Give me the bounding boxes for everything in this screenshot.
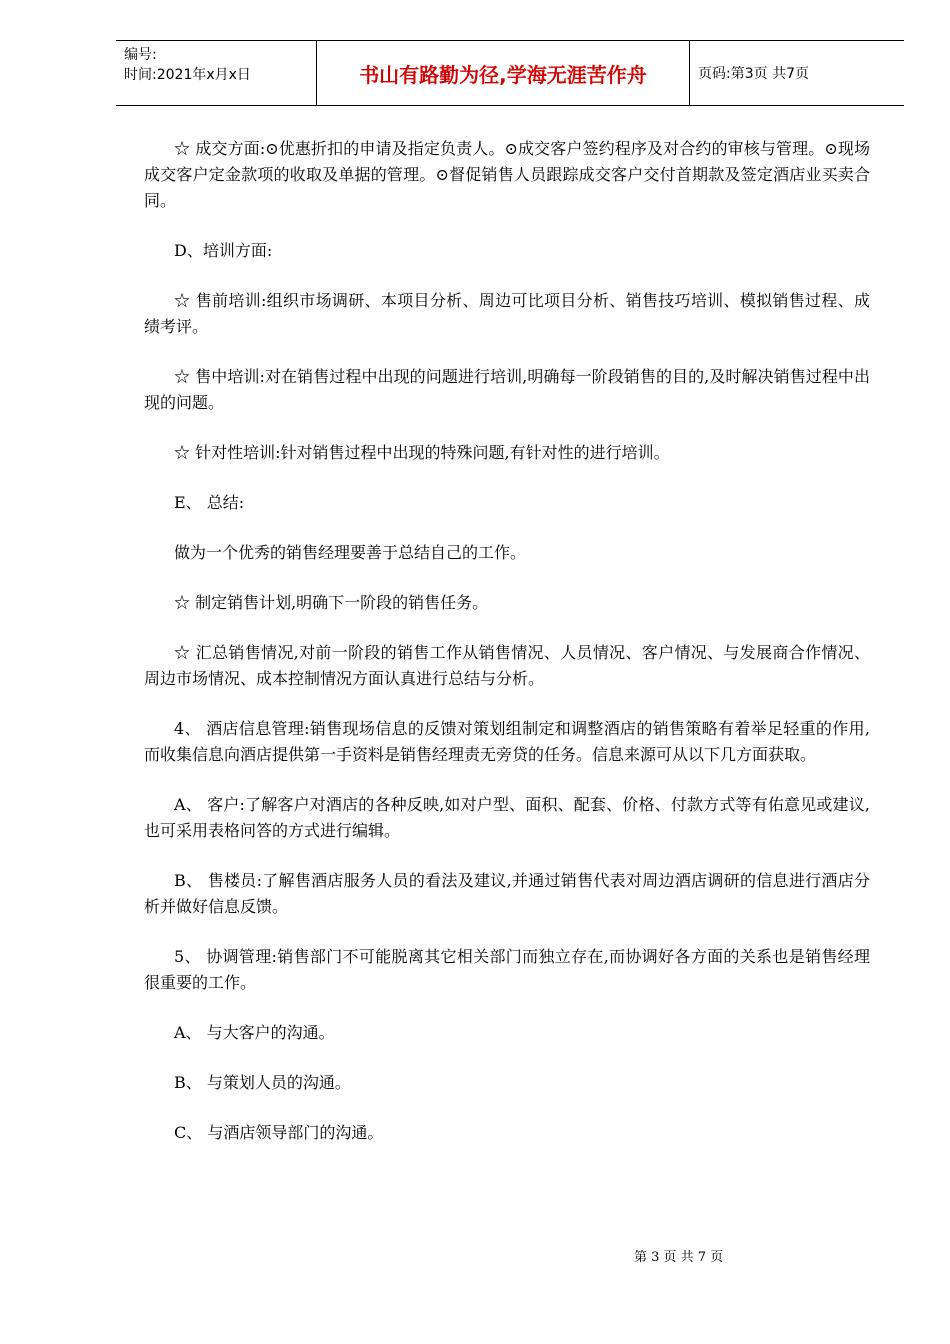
paragraph: B、 与策划人员的沟通。 — [174, 1073, 351, 1092]
document-body — [144, 136, 870, 1170]
paragraph: 做为一个优秀的销售经理要善于总结自己的工作。 — [174, 543, 527, 562]
paragraph: 4、 酒店信息管理:销售现场信息的反馈对策划组制定和调整酒店的销售策略有着举足轻重的作用,而收集信息向酒店提供第一手资料是销售经理责无旁贷的任务。信息来源可从以下几方面获取。 — [144, 719, 870, 764]
document-number-label: 编号: — [124, 47, 157, 63]
paragraph: A、 与大客户的沟通。 — [174, 1023, 335, 1042]
paragraph: 5、 协调管理:销售部门不可能脱离其它相关部门而独立存在,而协调好各方面的关系也是销售经理很重要的工作。 — [144, 947, 870, 992]
paragraph: ☆ 成交方面:⊙优惠折扣的申请及指定负责人。⊙成交客户签约程序及对合约的审核与管理。⊙现场成交客户定金款项的收取及单据的管理。⊙督促销售人员跟踪成交客户交付首期款及签定酒店业买卖合同。 — [144, 139, 870, 210]
paragraph: B、 售楼员:了解售酒店服务人员的看法及建议,并通过销售代表对周边酒店调研的信息进行酒店分析并做好信息反馈。 — [144, 871, 870, 916]
paragraph: ☆ 售中培训:对在销售过程中出现的问题进行培训,明确每一阶段销售的目的,及时解决销售过程中出现的问题。 — [144, 367, 870, 412]
paragraph: E、 总结: — [174, 493, 245, 512]
header-info — [116, 41, 316, 105]
document-time-label: 时间:2021年x月x日 — [124, 67, 251, 83]
paragraph: ☆ 汇总销售情况,对前一阶段的销售工作从销售情况、人员情况、客户情况、与发展商合作情况、周边市场情况、成本控制情况方面认真进行总结与分析。 — [144, 643, 870, 688]
page-header — [116, 40, 904, 106]
header-motto: 书山有路勤为径,学海无涯苦作舟 — [316, 41, 690, 105]
paragraph: ☆ 售前培训:组织市场调研、本项目分析、周边可比项目分析、销售技巧培训、模拟销售过程、成绩考评。 — [144, 291, 870, 336]
paragraph: ☆ 制定销售计划,明确下一阶段的销售任务。 — [174, 593, 489, 612]
paragraph: A、 客户:了解客户对酒店的各种反映,如对户型、面积、配套、价格、付款方式等有佑意见或建议,也可采用表格问答的方式进行编辑。 — [144, 795, 870, 840]
paragraph: D、培训方面: — [174, 241, 273, 260]
paragraph: ☆ 针对性培训:针对销售过程中出现的特殊问题,有针对性的进行培训。 — [174, 443, 670, 462]
header-page-number: 页码:第3页 共7页 — [698, 66, 809, 82]
page-footer: 第 3 页 共 7 页 — [634, 1250, 724, 1265]
paragraph: C、 与酒店领导部门的沟通。 — [174, 1123, 384, 1142]
